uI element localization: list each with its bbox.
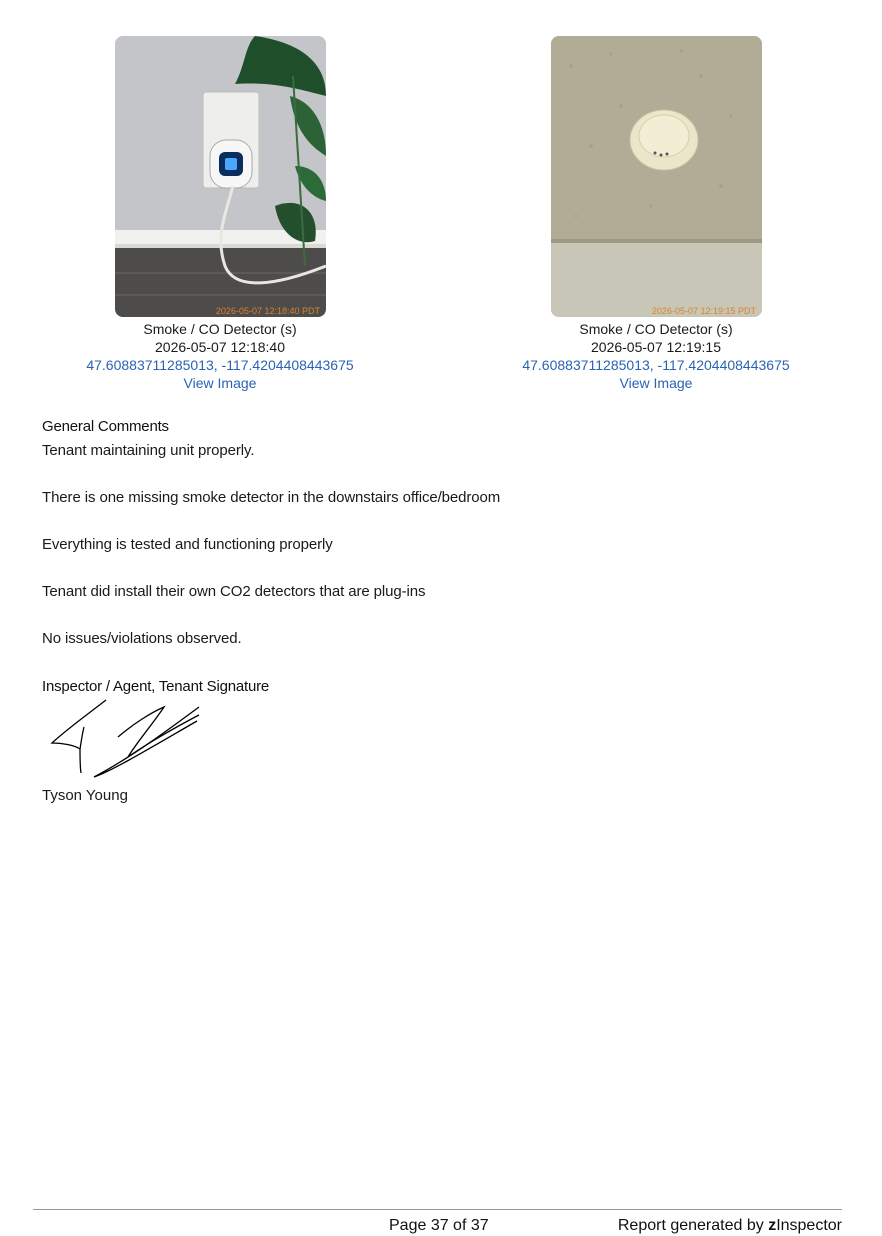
signer-name: Tyson Young bbox=[42, 787, 128, 804]
general-comments-title: General Comments bbox=[42, 418, 169, 435]
comment-line: Tenant did install their own CO2 detectors that are plug-ins bbox=[42, 583, 426, 600]
footer-divider bbox=[33, 1209, 842, 1210]
generated-prefix: Report generated by bbox=[617, 1217, 769, 1234]
brand-bold: z bbox=[768, 1217, 777, 1234]
photo-stamp-2: 2026-05-07 12:19:15 PDT bbox=[651, 306, 756, 316]
photo-stamp-1: 2026-05-07 12:18:40 PDT bbox=[215, 306, 320, 316]
photo-label: Smoke / CO Detector (s) bbox=[579, 321, 733, 337]
view-image-link[interactable]: View Image bbox=[619, 375, 693, 391]
photo-coordinates-link[interactable]: 47.60883711285013, -117.4204408443675 bbox=[522, 357, 790, 373]
photo-label: Smoke / CO Detector (s) bbox=[143, 321, 297, 337]
report-generated-by bbox=[618, 1216, 842, 1236]
handwritten-signature bbox=[42, 697, 212, 783]
signature-title: Inspector / Agent, Tenant Signature bbox=[42, 678, 270, 695]
comment-line: Everything is tested and functioning properly bbox=[42, 536, 333, 553]
general-comments-section bbox=[42, 417, 842, 649]
brand-name: Inspector bbox=[776, 1217, 842, 1234]
photo-timestamp: 2026-05-07 12:18:40 bbox=[155, 339, 285, 355]
comment-line: Tenant maintaining unit properly. bbox=[42, 442, 255, 459]
photo-card-2 bbox=[496, 36, 816, 392]
page-number: Page 37 of 37 bbox=[389, 1217, 489, 1234]
comment-line: No issues/violations observed. bbox=[42, 630, 242, 647]
photo-card-1 bbox=[60, 36, 380, 392]
view-image-link[interactable]: View Image bbox=[183, 375, 257, 391]
comment-line: There is one missing smoke detector in the downstairs office/bedroom bbox=[42, 489, 501, 506]
photo-coordinates-link[interactable]: 47.60883711285013, -117.4204408443675 bbox=[86, 357, 354, 373]
photo-co-detector-plugin[interactable] bbox=[115, 36, 326, 317]
photo-timestamp: 2026-05-07 12:19:15 bbox=[591, 339, 721, 355]
photo-smoke-detector-ceiling[interactable] bbox=[551, 36, 762, 317]
